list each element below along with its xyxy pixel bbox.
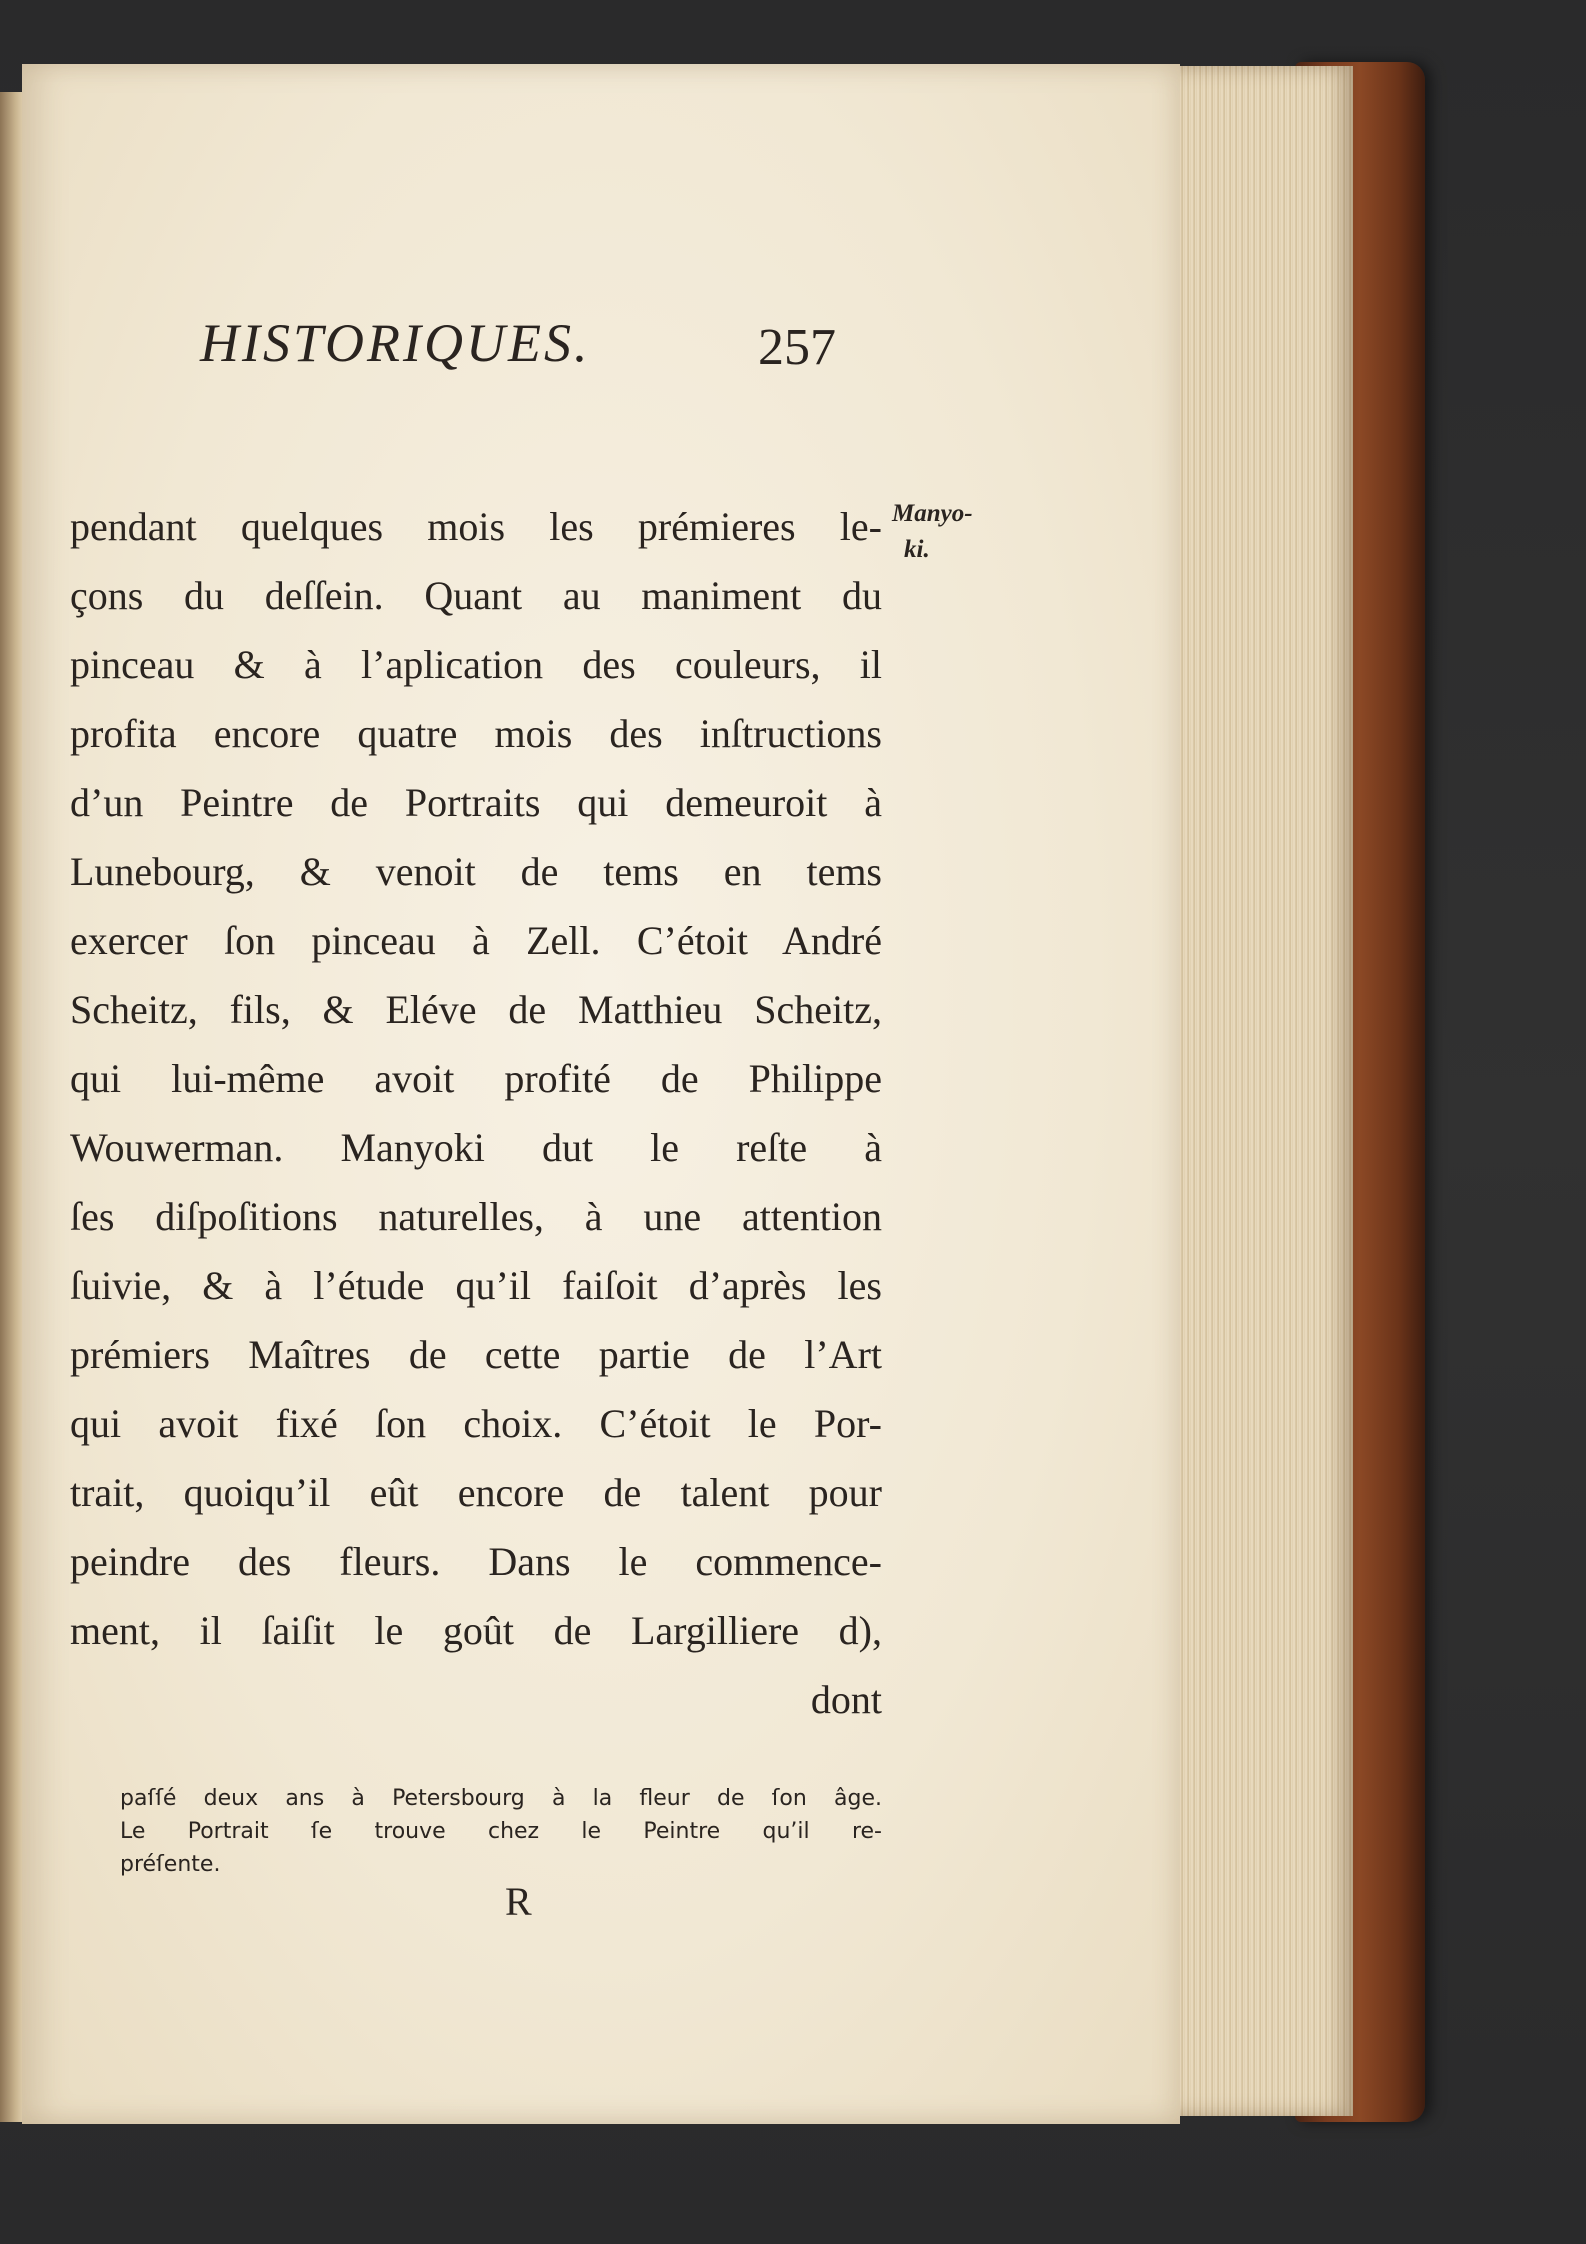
body-line-14: qui avoit fixé ſon choix. C’étoit le Por- [70, 1401, 882, 1446]
body-text [70, 492, 882, 1734]
catchword: dont [810, 1677, 882, 1722]
body-line-1: pendant quelques mois les prémieres le- [70, 504, 882, 549]
margin-note-line-1: Manyo- [892, 500, 973, 527]
body-line-12: ſuivie, & à l’étude qu’il faiſoit d’après les [70, 1263, 882, 1308]
signature-mark: R [505, 1879, 532, 1924]
book-page [22, 64, 1180, 2124]
body-line-11: ſes diſpoſitions naturelles, à une attention [70, 1194, 882, 1239]
body-line-9: qui lui-même avoit profité de Philippe [70, 1056, 882, 1101]
body-line-8: Scheitz, fils, & Eléve de Matthieu Scheitz, [70, 987, 882, 1032]
page-number: 257 [758, 319, 836, 376]
body-line-10: Wouwerman. Manyoki dut le reſte à [70, 1125, 882, 1170]
footnote-line-2: Le Portrait ſe trouve chez le Peintre qu’il re- [120, 1819, 882, 1844]
running-head: HISTORIQUES. [200, 313, 591, 373]
body-line-15: trait, quoiqu’il eût encore de talent pour [70, 1470, 882, 1515]
margin-note-line-2: ki. [904, 536, 930, 563]
body-line-13: prémiers Maîtres de cette partie de l’Art [70, 1332, 882, 1377]
body-line-2: çons du deſſein. Quant au maniment du [70, 573, 882, 618]
body-line-5: d’un Peintre de Portraits qui demeuroit à [70, 780, 882, 825]
body-line-16: peindre des fleurs. Dans le commence- [70, 1539, 882, 1584]
body-line-7: exercer ſon pinceau à Zell. C’étoit André [70, 918, 882, 963]
body-line-6: Lunebourg, & venoit de tems en tems [70, 849, 882, 894]
margin-note [892, 496, 1022, 568]
footnote [120, 1782, 882, 1881]
body-line-4: profita encore quatre mois des inſtructions [70, 711, 882, 756]
body-line-3: pinceau & à l’aplication des couleurs, il [70, 642, 882, 687]
footnote-line-1: paſſé deux ans à Petersbourg à la fleur de ſon âge. [120, 1786, 882, 1811]
page-edges [1170, 66, 1353, 2116]
footnote-line-3: préſente. [120, 1852, 221, 1877]
body-line-17: ment, il ſaiſit le goût de Largilliere d), [70, 1608, 882, 1653]
